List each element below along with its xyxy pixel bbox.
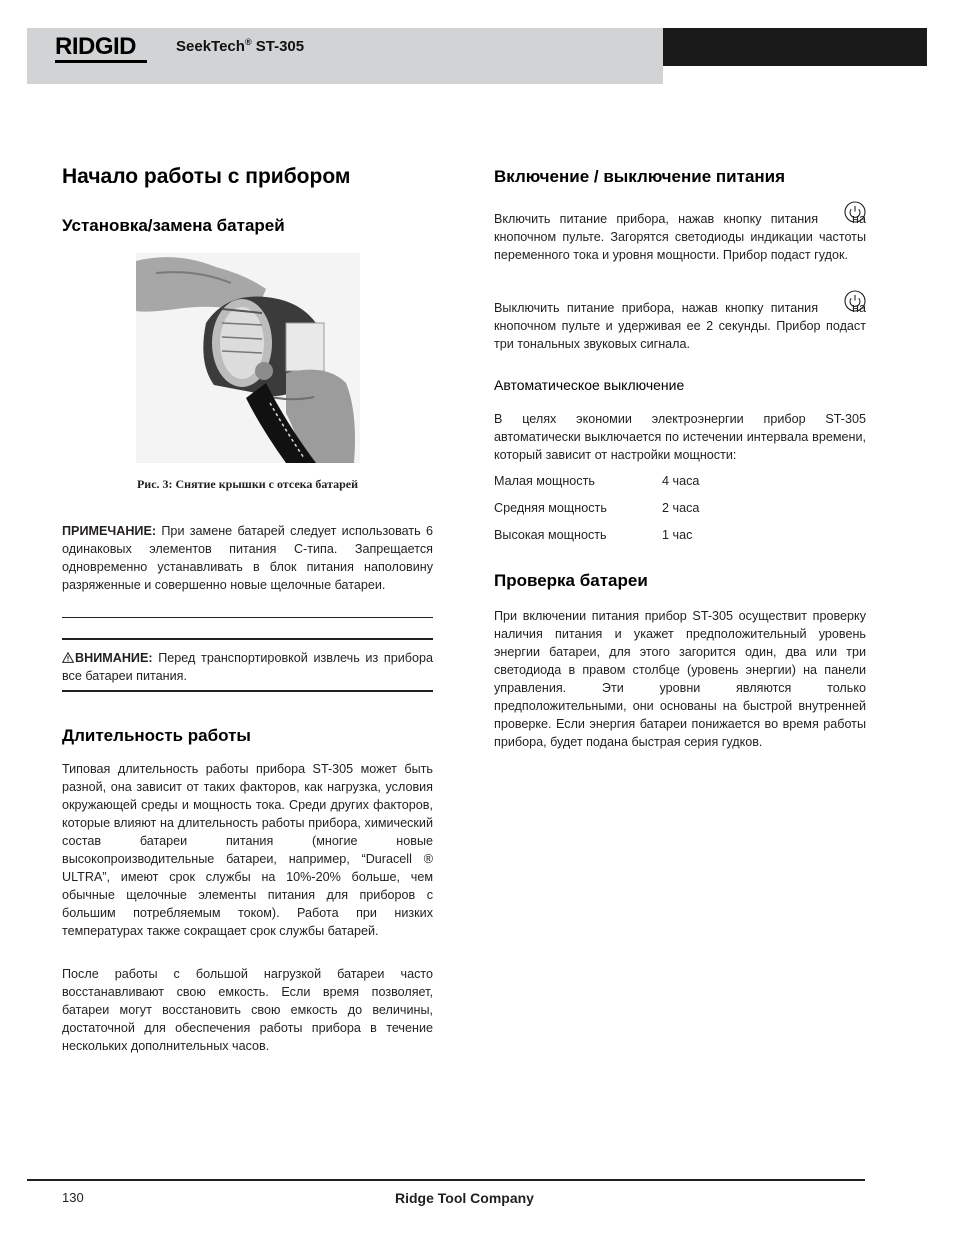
ridgid-logo: RIDGID [55,33,136,60]
power-off-paragraph: Выключить питание прибора, нажав кнопку питания на кнопочном пульте и удерживая ее 2 секунды. Прибор подаст три тональных звуковых сигнала. [494,301,866,351]
divider [62,617,433,618]
company-name: Ridge Tool Company [395,1190,534,1206]
power-mode: Малая мощность [494,474,595,488]
battery-check-paragraph: При включении питания прибор ST-305 осуществит проверку наличия питания и укажет предположительный уровень энергии батареи, для этого загорится один, два или три светодиода в правом столбце (уровень энергии) на панели управления. Эти уровни являются только предположительными, они основаны на быстрой внутренней проверке. Если энергия батареи понижается во время работы прибора, будет подана быстрая серия гудков. [494,609,866,749]
power-button-icon [844,290,866,312]
battery-install-heading: Установка/замена батарей [62,216,285,235]
power-mode: Высокая мощность [494,528,607,542]
shutoff-time: 4 часа [662,474,700,488]
header-black-bar [663,28,927,66]
logo-underline [55,60,147,63]
page-number: 130 [62,1190,84,1205]
runtime-heading: Длительность работы [62,726,251,745]
shutoff-time: 1 час [662,528,693,542]
battery-check-heading: Проверка батареи [494,571,648,590]
figure-caption: Рис. 3: Снятие крышки с отсека батарей [136,477,359,491]
power-heading: Включение / выключение питания [494,167,786,186]
auto-off-paragraph: В целях экономии электроэнергии прибор ST-305 автоматически выключается по истечении интервала времени, который зависит от настройки мощности: [494,412,866,462]
runtime-paragraph-2: После работы с большой нагрузкой батареи часто восстанавливают свою емкость. Если время позволяет, батареи могут восстановить свою емкость до величины, достаточной для обеспечения работы прибора в течение нескольких дополнительных часов. [62,967,433,1053]
note-label: ПРИМЕЧАНИЕ: [62,524,157,538]
runtime-paragraph-1: Типовая длительность работы прибора ST-305 может быть разной, она зависит от таких факторов, как нагрузка, условия окружающей среды и мощность тока. Среди других факторов, которые влияют на длительность работы прибора, химический состав батареи питания (многие новые высокопроизводительные батареи, например, “Duracell ® ULTRA”, имеют срок службы на 10%-20% больше, чем обычные щелочные элементы питания для приборов с большим потребляемым током). Работа при низких температурах также сокращает срок службы батарей. [62,762,433,938]
divider [62,690,433,692]
shutoff-time: 2 часа [662,501,700,515]
power-on-paragraph: Включить питание прибора, нажав кнопку питания на кнопочном пульте. Загорятся светодиоды индикации частоты переменного тока и уровня мощности. Прибор подаст гудок. [494,212,866,262]
warning-paragraph: ВНИМАНИЕ: Перед транспортировкой извлечь из прибора все батареи питания. [62,651,433,683]
power-mode: Средняя мощность [494,501,607,515]
battery-cover-photo [136,253,360,463]
warning-triangle-icon [62,652,74,663]
power-button-icon [844,201,866,223]
warning-label: ВНИМАНИЕ: [75,651,153,665]
auto-off-heading: Автоматическое выключение [494,377,685,393]
page-title: Начало работы с прибором [62,165,351,188]
divider [62,638,433,640]
product-title: SeekTech® ST-305 [176,37,305,55]
footer-rule [27,1179,865,1181]
note-paragraph: ПРИМЕЧАНИЕ: При замене батарей следует использовать 6 одинаковых элементов питания C-типа. Запрещается одновременно устанавливать в блок питания наполовину разряженные и совершенно новые щелочные батареи. [62,524,433,592]
